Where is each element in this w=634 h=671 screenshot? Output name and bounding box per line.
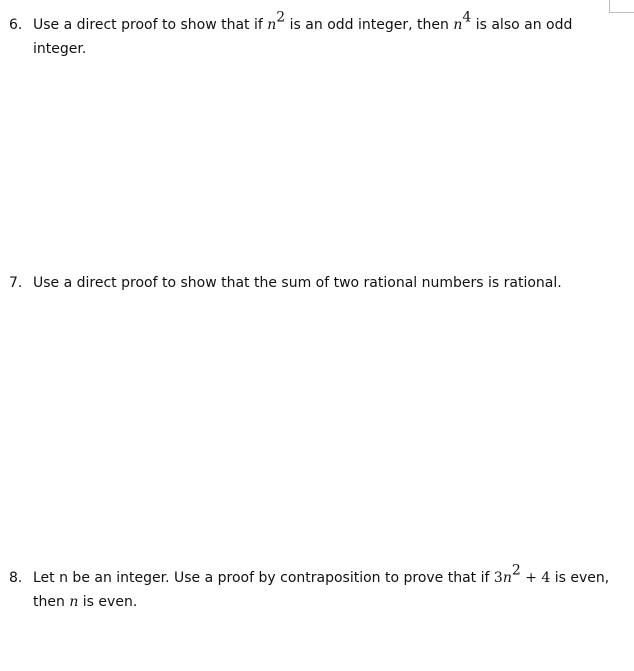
problem-text — [33, 562, 619, 614]
problem-line-1: Let n be an integer. Use a proof by contraposition to prove that if $3n^2 + 4$ is even, — [33, 562, 610, 586]
problem-number: 6. — [9, 17, 23, 33]
math-variable: n — [69, 594, 79, 610]
problem-text: Use a direct proof to show that the sum of two rational numbers is rational. — [33, 275, 562, 291]
problem-text: Use a direct proof to show that if $n^2$ is an odd integer, then $n^4$ is also an odd integer. — [33, 9, 573, 57]
problem-line-2: then n is even. — [33, 594, 138, 610]
math-operator: + 4 — [520, 570, 551, 586]
math-exponent: 2 — [276, 9, 286, 26]
math-variable: n — [267, 17, 277, 33]
math-variable: n — [453, 17, 463, 33]
math-variable: n — [502, 570, 512, 586]
math-exponent: 4 — [462, 9, 472, 26]
page-corner-marker — [609, 0, 634, 13]
math-coefficient: 3 — [493, 570, 503, 586]
math-exponent: 2 — [511, 562, 521, 579]
problem-number: 8. — [9, 570, 23, 586]
problem-number: 7. — [9, 275, 23, 291]
